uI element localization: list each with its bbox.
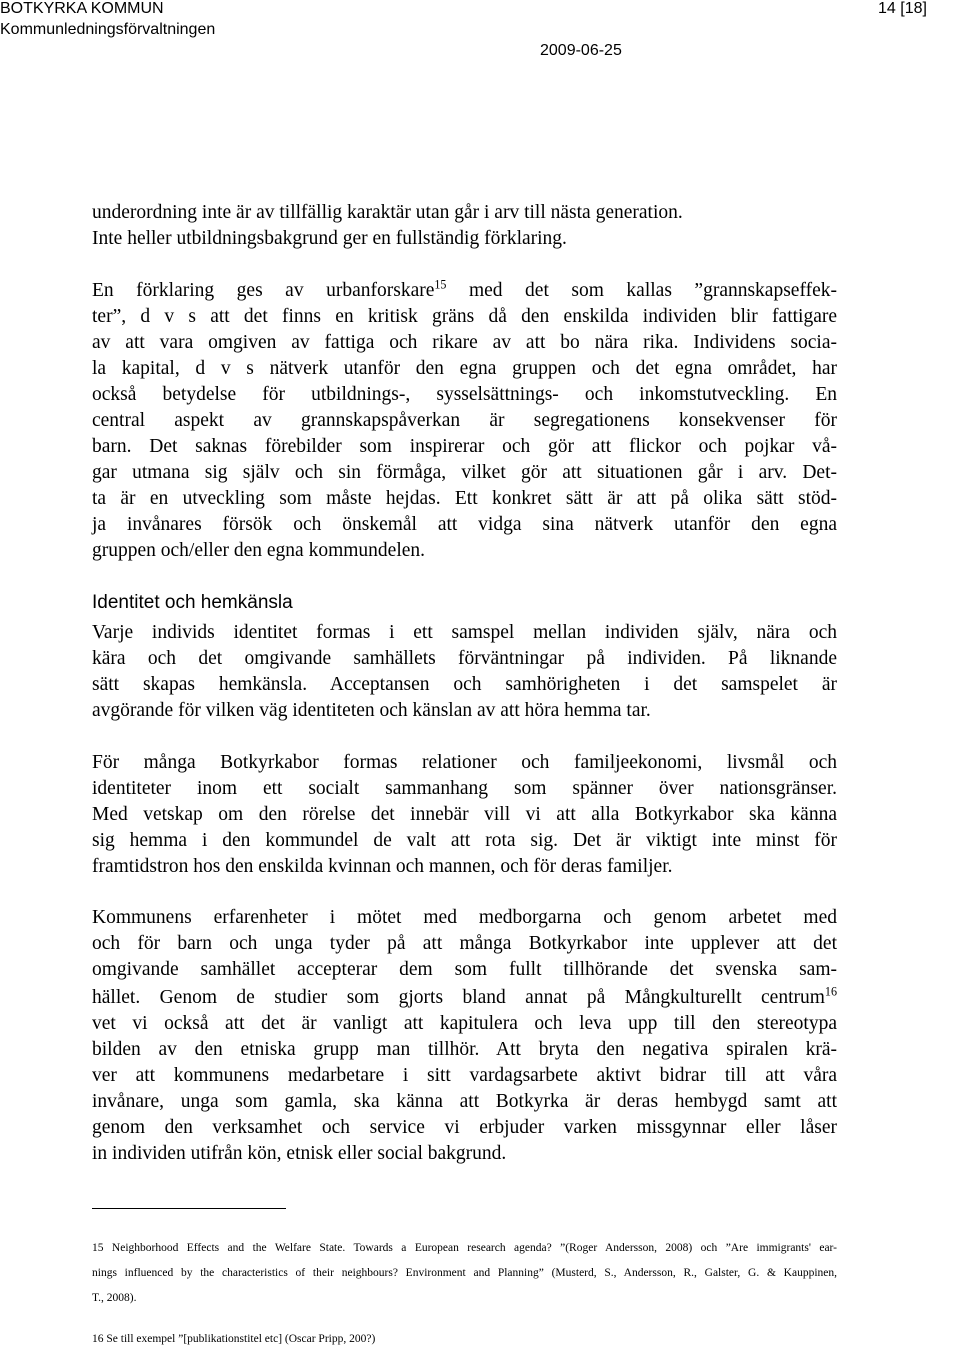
paragraph-5 (92, 907, 837, 1169)
text-line: Inte heller utbildningsbakgrund ger en fullständig förklaring. (92, 228, 567, 249)
text-line: gruppen och/eller den egna kommundelen. (92, 540, 426, 561)
text-line: kära och det omgivande samhällets förväntningar på individen. På liknande (92, 648, 837, 669)
text-line: bilden av den etniska grupp man tillhör. Att bryta den negativa spiralen krä- (92, 1039, 837, 1060)
header-department: Kommunledningsförvaltningen (0, 21, 216, 38)
paragraph-3 (92, 622, 837, 726)
section-heading: Identitet och hemkänsla (92, 592, 293, 613)
text-line: ta är en utveckling som måste hejdas. Ett konkret sätt är att på olika sätt stöd- (92, 488, 837, 509)
text-line: ter”, d v s att det finns en kritisk gräns då den enskilda individen blir fattigare (92, 306, 837, 327)
text-line: och för barn och unga tyder på att många Botkyrkabor inte upplever att det (92, 933, 837, 954)
text-line: barn. Det saknas förebilder som inspirerar och gör att flickor och pojkar vå- (92, 436, 837, 457)
text-line: Kommunens erfarenheter i mötet med medborgarna och genom arbetet med (92, 907, 837, 928)
text-line: sig hemma i den kommundel de valt att rota sig. Det är viktigt inte minst för (92, 830, 837, 851)
text-line: genom den verksamhet och service vi erbjuder varken missgynnar eller låser (92, 1117, 837, 1138)
text-line (92, 984, 837, 1009)
text-line: invånare, unga som gamla, ska känna att Botkyrka är deras hembygd samt att (92, 1091, 837, 1112)
footnote-separator (92, 1208, 286, 1209)
text-line: identiteter inom ett socialt sammanhang som spänner över nationsgränser. (92, 778, 837, 799)
text-line: in individen utifrån kön, etnisk eller social bakgrund. (92, 1143, 507, 1164)
text-line: För många Botkyrkabor formas relationer och familjeekonomi, livsmål och (92, 752, 837, 773)
footnote-15-line: 15 Neighborhood Effects and the Welfare State. Towards a European research agenda? ”(Roger Andersson, 2008) och ”Are immigrants' ear- (92, 1242, 837, 1254)
text-line: ja invånares försök och önskemål att vidga sina nätverk utanför den egna (92, 514, 837, 535)
text-line: omgivande samhället accepterar dem som fullt tillhörande det svenska sam- (92, 959, 837, 980)
paragraph-2 (92, 277, 837, 566)
footnote-15-line: nings influenced by the characteristics of their neighbours? Environment and Planning” (Musterd, S., Andersson, R., Galster, G. & Kauppinen, (92, 1267, 837, 1279)
text-line: central aspekt av grannskapspåverkan är segregationens konsekvenser för (92, 410, 837, 431)
text-line: Varje individs identitet formas i ett samspel mellan individen själv, nära och (92, 622, 837, 643)
text-line: la kapital, d v s nätverk utanför den egna gruppen och det egna området, har (92, 358, 837, 379)
header-date: 2009-06-25 (540, 42, 622, 59)
text-line (92, 277, 837, 302)
footnote-16: 16 Se till exempel ”[publikationstitel etc] (Oscar Pripp, 200?) (92, 1333, 376, 1345)
footnote-ref-16: 16 (824, 984, 837, 999)
text-line: ver att kommunens medarbetare i sitt vardagsarbete aktivt bidrar till att våra (92, 1065, 837, 1086)
header-page-number: 14 [18] (878, 0, 927, 17)
text-line: Med vetskap om den rörelse det innebär vill vi att alla Botkyrkabor ska känna (92, 804, 837, 825)
text-line: underordning inte är av tillfällig karaktär utan går i arv till nästa generation. (92, 202, 683, 223)
text-segment: med det som kallas ”grannskapseffek- (446, 280, 837, 301)
text-line: också betydelse för utbildnings-, sysselsättnings- och inkomstutveckling. En (92, 384, 837, 405)
text-segment: En förklaring ges av urbanforskare (92, 280, 435, 301)
footnote-ref-15: 15 (434, 277, 447, 292)
paragraph-4 (92, 752, 837, 882)
text-line: av att vara omgiven av fattiga och rikare av att bo nära rika. Individens socia- (92, 332, 837, 353)
text-line: avgörande för vilken väg identiteten och känslan av att höra hemma tar. (92, 700, 651, 721)
header-org-name: BOTKYRKA KOMMUN (0, 0, 164, 17)
text-line: sätt skapas hemkänsla. Acceptansen och samhörigheten i det samspelet är (92, 674, 837, 695)
text-segment: hället. Genom de studier som gjorts bland annat på Mångkulturellt centrum (92, 987, 825, 1008)
text-line: framtidstron hos den enskilda kvinnan och mannen, och för deras familjer. (92, 856, 673, 877)
text-line: vet vi också att det är vanligt att kapitulera och leva upp till den stereotypa (92, 1013, 837, 1034)
paragraph-1 (92, 202, 837, 254)
text-line: gar utmana sig själv och sin förmåga, vilket gör att situationen går i arv. Det- (92, 462, 837, 483)
footnote-15-line: T., 2008). (92, 1292, 137, 1304)
